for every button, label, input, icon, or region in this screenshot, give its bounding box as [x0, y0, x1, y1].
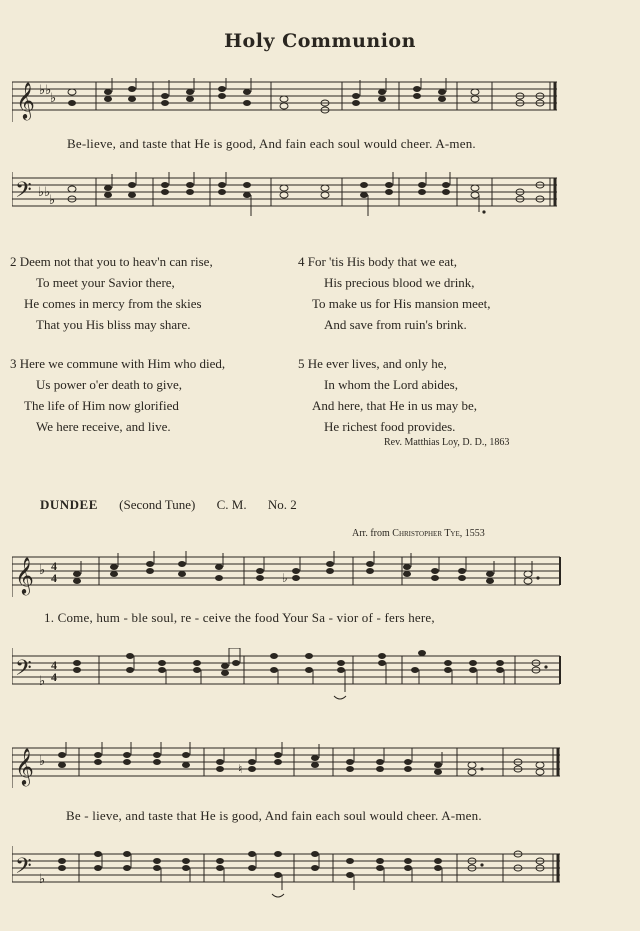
svg-text:♭: ♭ — [49, 192, 56, 207]
svg-text:♭♭: ♭♭ — [38, 184, 51, 199]
bass-staff-lines — [12, 172, 562, 220]
svg-text:4: 4 — [51, 571, 57, 585]
verse-4 — [298, 251, 491, 335]
verse-line: Here we commune with Him who died, — [19, 356, 226, 371]
hymn2-lyric-2: Be - lieve, and taste that He is good, And fain each soul would cheer. A-men. — [66, 808, 482, 823]
tune-meter: C. M. — [216, 497, 247, 512]
tune-second: (Second Tune) — [119, 497, 196, 512]
hymn2-bass-staff-1 — [12, 648, 562, 700]
verse-line: Us power o'er death to give, — [36, 377, 183, 392]
svg-text:4: 4 — [51, 658, 57, 672]
verse-line: He comes in mercy from the skies — [24, 296, 202, 311]
verse-line: His precious blood we drink, — [324, 275, 475, 290]
verse-line: To make us for His mansion meet, — [312, 296, 491, 311]
verse-line: He ever lives, and only he, — [307, 356, 447, 371]
bass-staff-lines — [12, 648, 562, 700]
hymn1-lyric: Be-lieve, and taste that He is good, And fain each soul would cheer. A-men. — [67, 136, 476, 151]
verse-line: For 'tis His body that we eat, — [307, 254, 458, 269]
verse-line: And here, that He in us may be, — [312, 398, 477, 413]
svg-text:𝄞: 𝄞 — [15, 556, 34, 594]
svg-text:♭: ♭ — [39, 673, 46, 688]
verse-number: 5 — [298, 356, 305, 371]
verse-3 — [10, 353, 225, 437]
svg-text:♭: ♭ — [39, 753, 46, 768]
verse-line: The life of Him now glorified — [24, 398, 179, 413]
verse-5 — [298, 353, 477, 437]
svg-text:4: 4 — [51, 559, 57, 573]
tune-number: No. 2 — [267, 497, 297, 512]
verse-line: We here receive, and live. — [36, 419, 171, 434]
svg-text:♭: ♭ — [50, 90, 57, 105]
svg-text:𝄢: 𝄢 — [15, 656, 32, 686]
hymn2-lyric-1: 1. Come, hum - ble soul, re - ceive the food Your Sa - vior of - fers here, — [44, 610, 435, 625]
author-credit: Rev. Matthias Loy, D. D., 1863 — [384, 437, 510, 448]
verse-line: Deem not that you to heav'n can rise, — [19, 254, 213, 269]
verse-line: He richest food provides. — [324, 419, 456, 434]
verse-line: That you His bliss may share. — [36, 317, 191, 332]
svg-text:𝄞: 𝄞 — [16, 81, 35, 119]
arr-name: Christopher Tye — [392, 528, 460, 539]
svg-text:♭: ♭ — [39, 562, 46, 577]
tune-header — [40, 497, 315, 513]
bass-staff-lines — [12, 846, 562, 900]
verse-number: 4 — [298, 254, 305, 269]
svg-text:♭♭: ♭♭ — [39, 82, 52, 97]
verse-line: And save from ruin's brink. — [324, 317, 467, 332]
svg-text:𝄞: 𝄞 — [15, 747, 34, 785]
arr-year: , 1553 — [459, 528, 485, 539]
verse-line: To meet your Savior there, — [36, 275, 175, 290]
treble-staff-lines — [12, 551, 562, 597]
verse-number: 2 — [10, 254, 17, 269]
verse-line: In whom the Lord abides, — [324, 377, 458, 392]
svg-text:♭: ♭ — [39, 871, 46, 886]
hymn1-treble-staff — [12, 78, 562, 122]
verse-number: 3 — [10, 356, 17, 371]
svg-text:4: 4 — [51, 670, 57, 684]
tune-name: DUNDEE — [40, 497, 98, 512]
arr-prefix: Arr. from — [352, 528, 390, 539]
svg-text:𝄢: 𝄢 — [15, 854, 32, 884]
svg-text:𝄢: 𝄢 — [15, 178, 32, 208]
arrangement-credit — [352, 528, 485, 539]
hymn2-bass-staff-2 — [12, 846, 562, 900]
svg-text:♮: ♮ — [238, 762, 243, 776]
page-title: Holy Communion — [224, 30, 416, 52]
svg-text:♭: ♭ — [282, 571, 288, 585]
treble-staff-lines — [12, 742, 562, 788]
hymn1-bass-staff — [12, 172, 562, 220]
treble-staff-lines — [12, 78, 562, 122]
verse-2 — [10, 251, 213, 335]
hymn2-treble-staff-2 — [12, 742, 562, 788]
hymn2-treble-staff-1 — [12, 551, 562, 597]
